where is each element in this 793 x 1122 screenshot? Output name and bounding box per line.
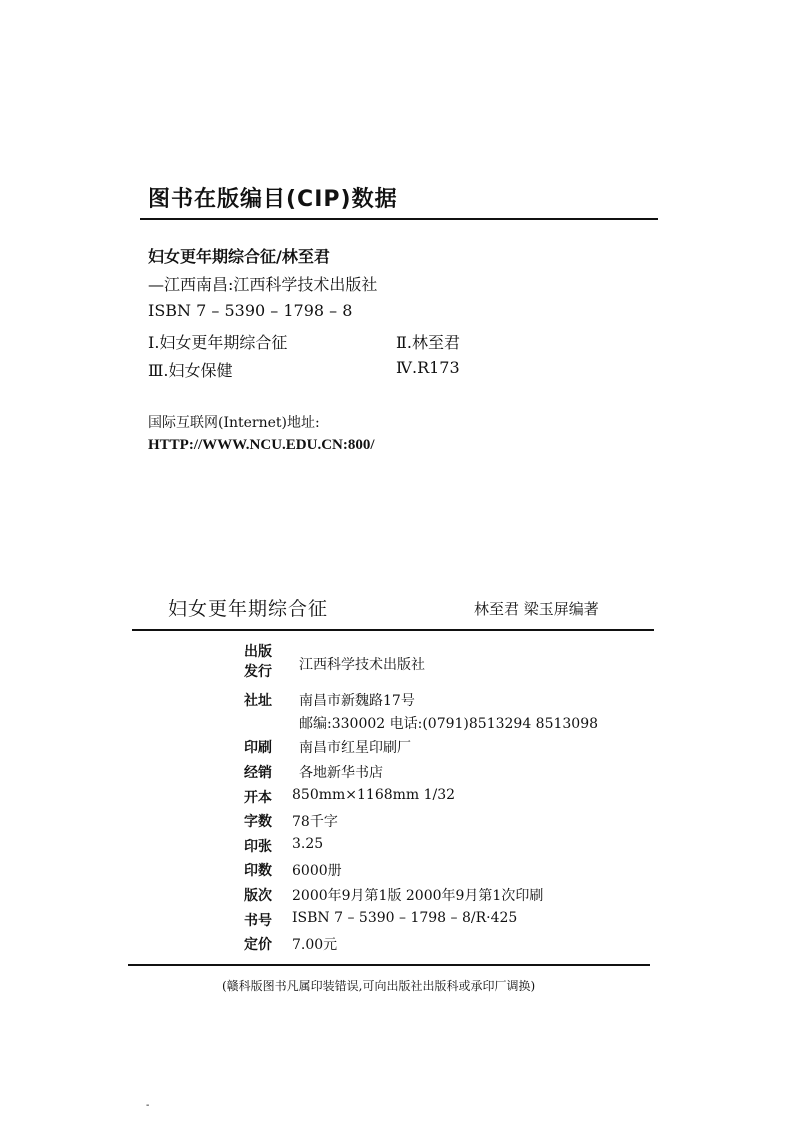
cip-url: HTTP://WWW.NCU.EDU.CN:800/	[148, 437, 375, 453]
row-label-edition: 版次	[244, 888, 272, 904]
cip-subject-3: Ⅲ.妇女保健	[148, 361, 233, 380]
row-label-printing: 印刷	[244, 740, 272, 756]
colophon-note: (赣科版图书凡属印装错误,可向出版社出版科或承印厂调换)	[222, 979, 536, 993]
row-value-book-number: ISBN 7 – 5390 – 1798 – 8/R·425	[292, 910, 518, 926]
colophon-top-rule	[132, 629, 654, 631]
cip-title: 图书在版编目(CIP)数据	[148, 187, 398, 212]
cip-isbn-line: ISBN 7 – 5390 – 1798 – 8	[148, 301, 353, 320]
row-label-sheets: 印张	[244, 839, 272, 855]
row-label-address: 社址	[244, 693, 272, 709]
row-label-format: 开本	[244, 790, 272, 806]
row-label-word-count: 字数	[244, 814, 272, 830]
cip-internet-label: 国际互联网(Internet)地址:	[148, 415, 320, 431]
cip-subject-4: Ⅳ.R173	[396, 358, 460, 377]
row-label-print-run: 印数	[244, 863, 272, 879]
row-label-publish-2: 发行	[244, 664, 272, 680]
row-label-book-number: 书号	[244, 913, 272, 929]
cip-subject-1: Ⅰ.妇女更年期综合征	[148, 333, 288, 352]
row-value-publisher: 江西科学技术出版社	[299, 657, 425, 673]
row-label-price: 定价	[244, 937, 272, 953]
cip-title-rule	[140, 218, 658, 220]
footer-mark: -	[146, 1100, 150, 1111]
row-value-edition: 2000年9月第1版 2000年9月第1次印刷	[292, 888, 544, 904]
row-value-printing: 南昌市红星印刷厂	[299, 740, 411, 756]
row-value-price: 7.00元	[292, 937, 338, 953]
colophon-authors: 林至君 梁玉屏编著	[474, 600, 599, 618]
row-value-word-count: 78千字	[292, 814, 338, 830]
row-value-contact: 邮编:330002 电话:(0791)8513294 8513098	[299, 716, 599, 732]
row-value-print-run: 6000册	[292, 863, 342, 879]
cip-subject-2: Ⅱ.林至君	[396, 333, 460, 352]
colophon-bottom-rule	[128, 964, 650, 966]
row-value-format: 850mm×1168mm 1/32	[292, 787, 456, 803]
row-value-distribution: 各地新华书店	[299, 765, 383, 781]
row-label-publish-1: 出版	[244, 644, 272, 660]
cip-book-line: 妇女更年期综合征/林至君	[148, 247, 330, 266]
colophon-book-title: 妇女更年期综合征	[168, 598, 329, 620]
row-label-distribution: 经销	[244, 765, 272, 781]
row-value-address: 南昌市新魏路17号	[299, 693, 415, 709]
cip-publisher-line: —江西南昌:江西科学技术出版社	[148, 275, 378, 294]
row-value-sheets: 3.25	[292, 836, 324, 852]
